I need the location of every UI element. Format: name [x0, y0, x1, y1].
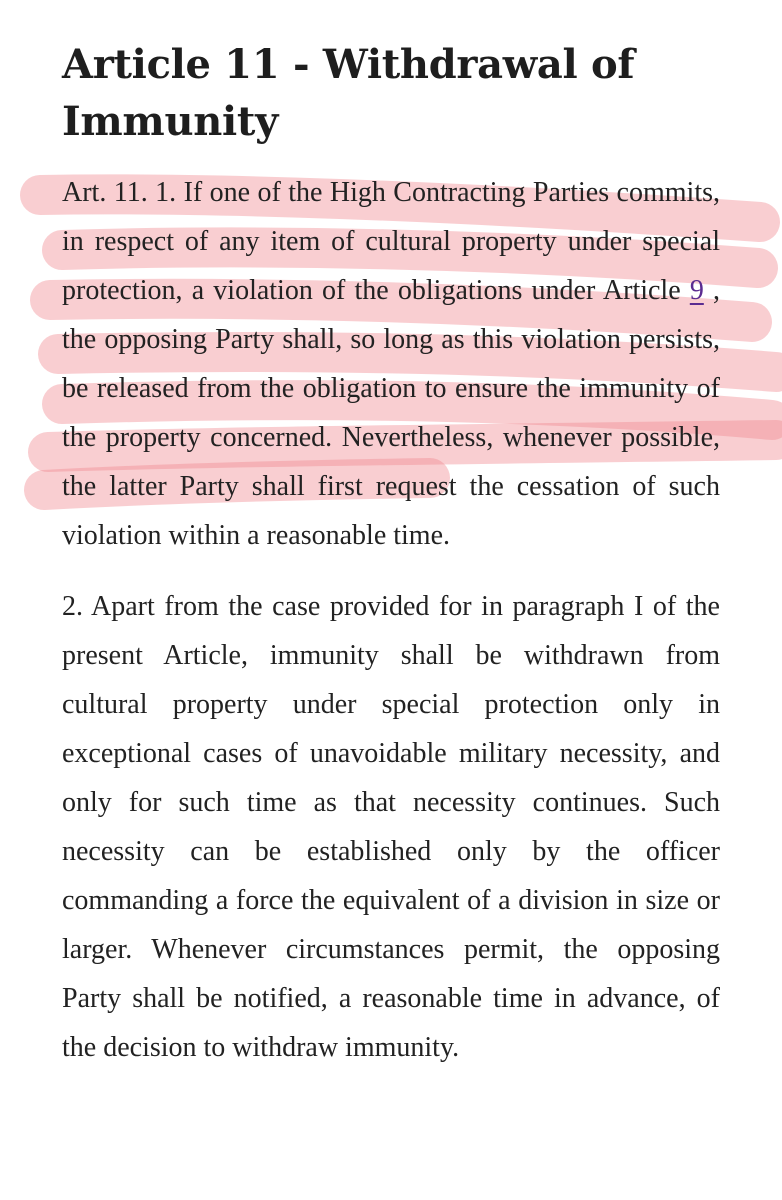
paragraph-2: 2. Apart from the case provided for in paragraph I of the present Article, immunity shall be withdrawn from cultural property under special protection only in exceptional cases of unavoidable military necessity, and only for such time as that necessity continues. Such necessity can be established only by the officer commanding a force the equivalent of a division in size or larger. Whenever circumstances permit, the opposing Party shall be notified, a reasonable time in advance, of the decision to withdraw immunity.	[62, 591, 720, 1063]
paragraph-1-text-end: , the opposing Party shall, so long as this violation persists, be released from the obligation to ensure the immunity of the property concerned. Nevertheless, whenever possible, the latter Party shall first request the cessation of such violation within a reasonable time.	[62, 275, 720, 551]
paragraph-1-text-start: Art. 11. 1. If one of the High Contracting Parties commits, in respect of any item of cultural property under special protection, a violation of the obligations under Article	[62, 177, 720, 306]
paragraph-1	[62, 168, 720, 560]
article-heading: Article 11 - Withdrawal of Immunity	[62, 41, 635, 145]
article-9-link[interactable]: 9	[689, 275, 704, 306]
